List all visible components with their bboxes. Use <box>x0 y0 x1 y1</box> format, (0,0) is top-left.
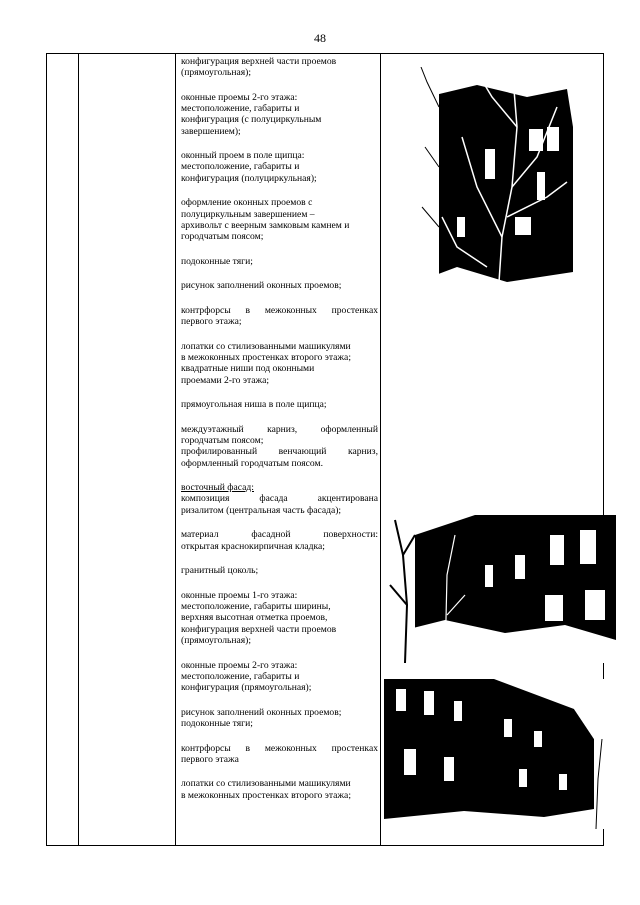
text-line: оформление оконных проемов с <box>181 197 313 209</box>
text-line: верхняя высотная отметка проемов, <box>181 612 328 624</box>
text-line: конфигурация верхней части проемов <box>181 623 337 635</box>
paragraph <box>181 743 378 765</box>
section-heading-east-facade: восточный фасад: <box>181 482 254 494</box>
text-line: гранитный цоколь; <box>181 565 259 577</box>
page-number: 48 <box>314 31 326 45</box>
photo-image <box>417 67 573 312</box>
text-line: полуциркульным завершением – <box>181 208 315 220</box>
text-line: ризалитом (центральная часть фасада); <box>181 504 342 516</box>
text-line: оконные проемы 1-го этажа: <box>181 590 298 601</box>
text-line: проемами 2-го этажа; <box>181 374 270 386</box>
text-line: первого этажа <box>181 753 239 765</box>
text-line: подоконные тяги; <box>181 717 253 729</box>
photo-image <box>384 679 607 829</box>
text-line: композиция фасада акцентирована <box>181 493 378 505</box>
paragraph <box>181 529 378 551</box>
paragraph <box>181 92 378 137</box>
text-line: материал фасадной поверхности: <box>181 529 378 541</box>
paragraph <box>181 56 378 78</box>
column-divider-1 <box>78 54 79 845</box>
text-line: в межоконных простенках второго этажа; <box>181 352 351 364</box>
text-line: местоположение, габариты и <box>181 103 300 115</box>
paragraph <box>181 778 378 800</box>
text-line: конфигурация (полуциркульная); <box>181 172 317 184</box>
paragraph <box>181 256 378 267</box>
elements-description-column <box>181 56 378 801</box>
text-line: лопатки со стилизованными машикулями <box>181 778 351 790</box>
text-line: профилированный венчающий карниз, <box>181 446 378 458</box>
paragraph <box>181 590 378 646</box>
text-line: архивольт с веерным замковым камнем и <box>181 219 350 231</box>
text-line: контрфорсы в межоконных простенках <box>181 305 378 317</box>
text-line: оконный проем в поле щипца: <box>181 150 305 162</box>
text-line: местоположение, габариты ширины, <box>181 601 331 613</box>
building-photo-east-facade-angle <box>384 679 607 829</box>
paragraph <box>181 305 378 327</box>
text-line: контрфорсы в межоконных простенках <box>181 742 378 754</box>
text-line: городчатым поясом; <box>181 435 264 447</box>
text-line: в межоконных простенках второго этажа; <box>181 789 351 801</box>
paragraph <box>181 150 378 184</box>
building-photo-winter-facade <box>417 67 573 312</box>
paragraph <box>181 482 378 516</box>
text-line: конфигурация (с полуциркульным <box>181 114 322 126</box>
photo-image <box>385 515 616 663</box>
text-line: рисунок заполнений оконных проемов; <box>181 706 342 718</box>
text-line: конфигурация верхней части проемов <box>181 56 337 67</box>
paragraph <box>181 424 378 469</box>
text-line: конфигурация (прямоугольная); <box>181 681 312 693</box>
paragraph <box>181 399 378 410</box>
column-divider-2 <box>175 54 176 845</box>
paragraph <box>181 197 378 242</box>
text-line: местоположение, габариты и <box>181 670 300 682</box>
paragraph <box>181 280 378 291</box>
column-divider-3 <box>380 54 381 845</box>
text-line: завершением); <box>181 125 241 137</box>
text-line: оконные проемы 2-го этажа: <box>181 659 298 671</box>
text-line: рисунок заполнений оконных проемов; <box>181 280 342 292</box>
text-line: подоконные тяги; <box>181 255 253 267</box>
text-line: лопатки со стилизованными машикулями <box>181 340 351 352</box>
paragraph <box>181 341 378 386</box>
text-line: первого этажа; <box>181 316 242 328</box>
paragraph <box>181 565 378 576</box>
text-line: междуэтажный карниз, оформленный <box>181 423 378 435</box>
paragraph <box>181 707 378 729</box>
text-line: квадратные ниши под оконными <box>181 363 315 375</box>
paragraph <box>181 660 378 694</box>
text-line: (прямоугольная); <box>181 67 252 79</box>
building-photo-east-facade-snow <box>385 515 616 663</box>
text-line: (прямоугольная); <box>181 634 252 646</box>
text-line: местоположение, габариты и <box>181 161 300 173</box>
text-line: оформленный городчатым поясом. <box>181 457 323 469</box>
text-line: открытая краснокирпичная кладка; <box>181 540 325 552</box>
text-line: городчатым поясом; <box>181 230 264 242</box>
text-line: прямоугольная ниша в поле щипца; <box>181 399 327 411</box>
text-line: оконные проемы 2-го этажа: <box>181 91 298 103</box>
